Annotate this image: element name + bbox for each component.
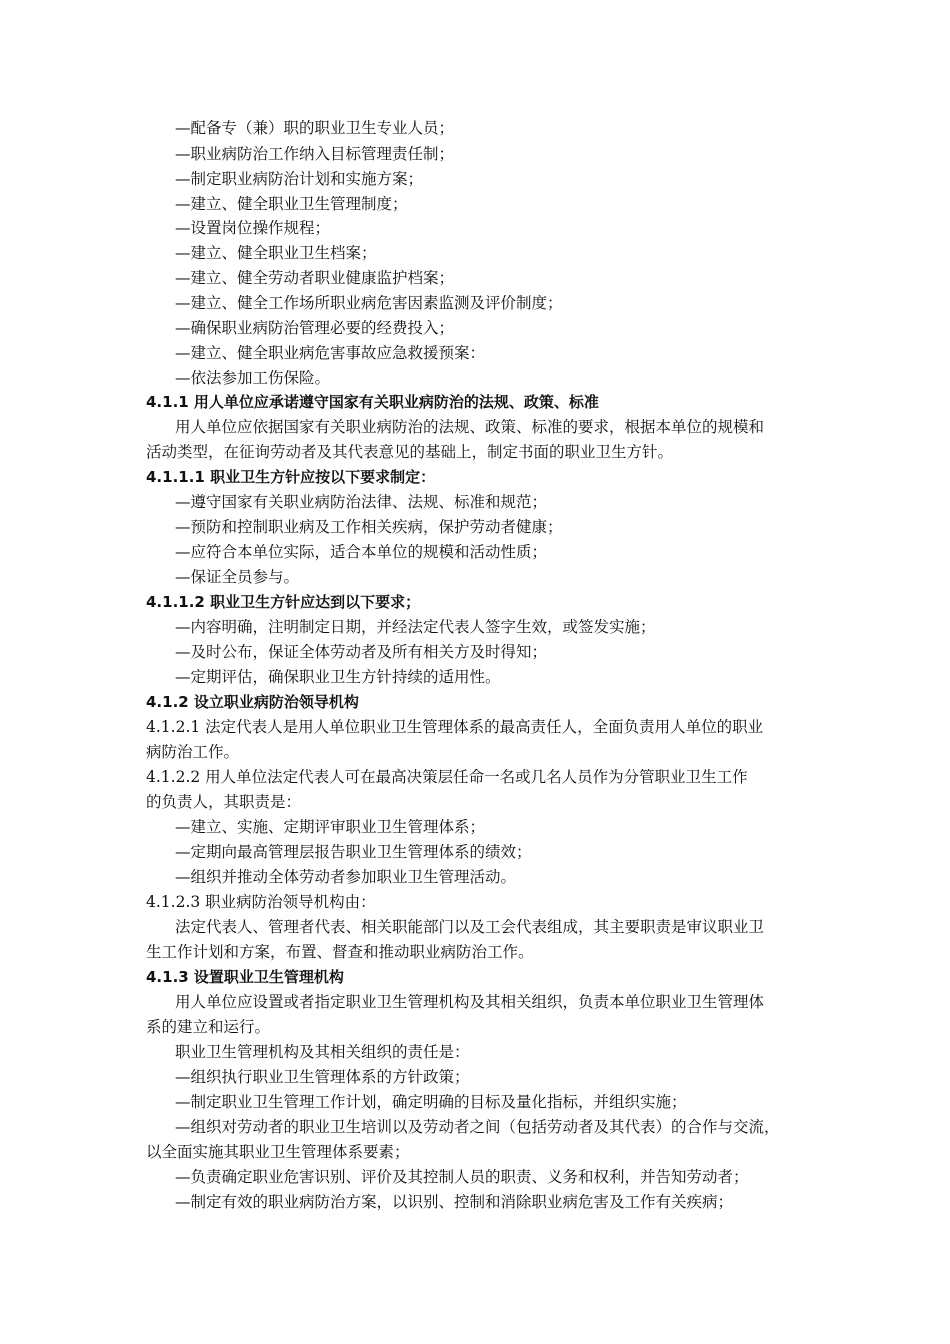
paragraph-line: 以全面实施其职业卫生管理体系要素； (146, 1143, 410, 1161)
list-item: —设置岗位操作规程； (175, 219, 331, 237)
list-item: —建立、实施、定期评审职业卫生管理体系； (175, 818, 486, 836)
paragraph-line: 4.1.2.1 法定代表人是用人单位职业卫生管理体系的最高责任人，全面负责用人单位的职业 (146, 718, 764, 736)
list-item: —配备专（兼）职的职业卫生专业人员； (175, 119, 455, 137)
list-item: —依法参加工伤保险。 (175, 369, 331, 387)
list-item: —建立、健全职业病危害事故应急救援预案： (175, 344, 486, 362)
list-item: —定期评估，确保职业卫生方针持续的适用性。 (175, 668, 501, 686)
section-heading: 4.1.1.1 职业卫生方针应按以下要求制定： (146, 468, 436, 486)
list-item: —组织并推动全体劳动者参加职业卫生管理活动。 (175, 868, 517, 886)
list-item: —负责确定职业危害识别、评价及其控制人员的职责、义务和权利，并告知劳动者； (175, 1168, 749, 1186)
paragraph-line: 4.1.2.2 用人单位法定代表人可在最高决策层任命一名或几名人员作为分管职业卫生工作 (146, 768, 748, 786)
list-item: —制定职业病防治计划和实施方案； (175, 170, 424, 188)
paragraph-line: 用人单位应设置或者指定职业卫生管理机构及其相关组织，负责本单位职业卫生管理体 (175, 993, 765, 1011)
list-item: —预防和控制职业病及工作相关疾病，保护劳动者健康； (175, 518, 563, 536)
section-heading: 4.1.2 设立职业病防治领导机构 (146, 693, 359, 711)
list-item: —职业病防治工作纳入目标管理责任制； (175, 145, 455, 163)
paragraph-line: 病防治工作。 (146, 743, 240, 761)
paragraph-line: 的负责人，其职责是： (146, 793, 302, 811)
list-item: —确保职业病防治管理必要的经费投入； (175, 319, 455, 337)
list-item: —建立、健全工作场所职业病危害因素监测及评价制度； (175, 294, 563, 312)
list-item: —建立、健全劳动者职业健康监护档案； (175, 269, 455, 287)
list-item: —组织执行职业卫生管理体系的方针政策； (175, 1068, 470, 1086)
paragraph-line: 用人单位应依据国家有关职业病防治的法规、政策、标准的要求，根据本单位的规模和 (175, 418, 765, 436)
paragraph-line: 活动类型，在征询劳动者及其代表意见的基础上，制定书面的职业卫生方针。 (146, 443, 674, 461)
paragraph-line: 法定代表人、管理者代表、相关职能部门以及工会代表组成，其主要职责是审议职业卫 (175, 918, 765, 936)
list-item: —建立、健全职业卫生档案； (175, 244, 377, 262)
paragraph-line: 生工作计划和方案，布置、督查和推动职业病防治工作。 (146, 943, 534, 961)
section-heading: 4.1.1.2 职业卫生方针应达到以下要求； (146, 593, 421, 611)
list-item: —制定有效的职业病防治方案，以识别、控制和消除职业病危害及工作有关疾病； (175, 1193, 734, 1211)
list-item: —建立、健全职业卫生管理制度； (175, 195, 408, 213)
paragraph-line: 职业卫生管理机构及其相关组织的责任是： (175, 1043, 470, 1061)
section-heading: 4.1.3 设置职业卫生管理机构 (146, 968, 344, 986)
list-item: —保证全员参与。 (175, 568, 300, 586)
list-item: —及时公布，保证全体劳动者及所有相关方及时得知； (175, 643, 548, 661)
paragraph-line: 4.1.2.3 职业病防治领导机构由： (146, 893, 376, 911)
list-item: —组织对劳动者的职业卫生培训以及劳动者之间（包括劳动者及其代表）的合作与交流， (175, 1118, 780, 1136)
paragraph-line: 系的建立和运行。 (146, 1018, 271, 1036)
list-item: —应符合本单位实际，适合本单位的规模和活动性质； (175, 543, 548, 561)
list-item: —制定职业卫生管理工作计划，确定明确的目标及量化指标，并组织实施； (175, 1093, 687, 1111)
list-item: —遵守国家有关职业病防治法律、法规、标准和规范； (175, 493, 548, 511)
list-item: —定期向最高管理层报告职业卫生管理体系的绩效； (175, 843, 532, 861)
list-item: —内容明确，注明制定日期，并经法定代表人签字生效，或签发实施； (175, 618, 656, 636)
section-heading: 4.1.1 用人单位应承诺遵守国家有关职业病防治的法规、政策、标准 (146, 393, 599, 411)
